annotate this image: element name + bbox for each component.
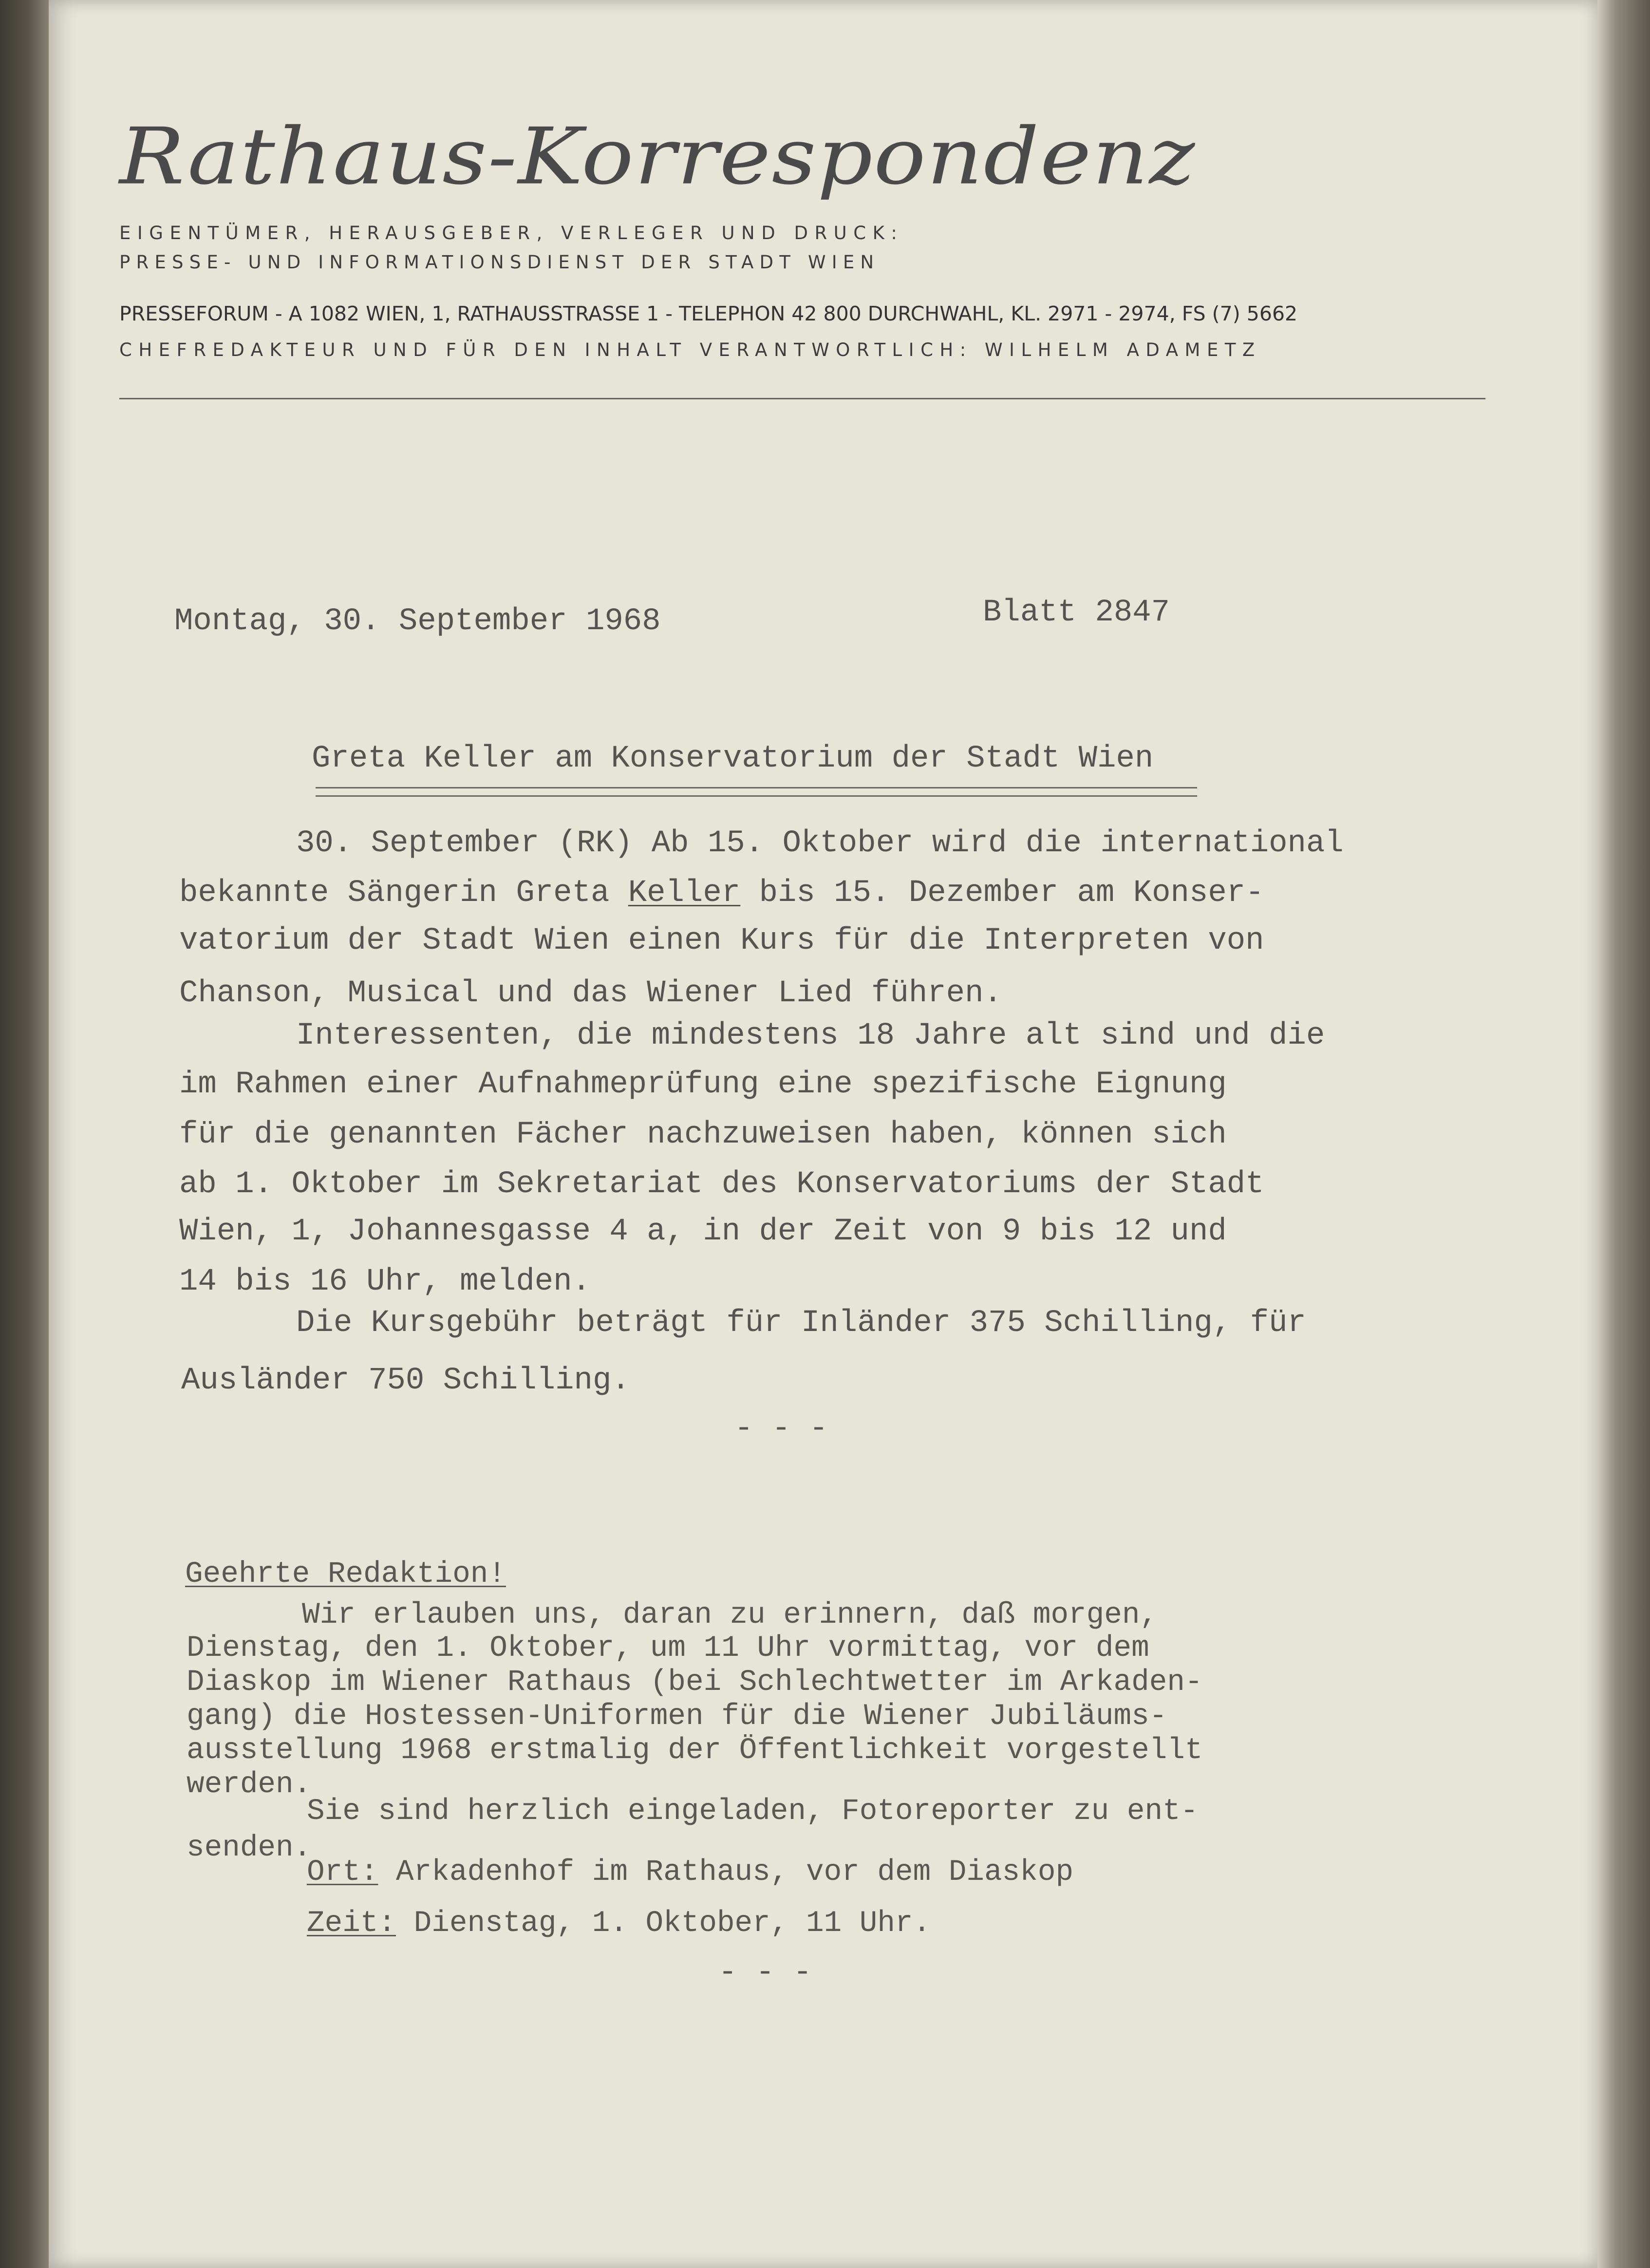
time-label: Zeit: [307, 1907, 396, 1940]
issue-date: Montag, 30. September 1968 [174, 604, 661, 639]
binding-spine [0, 0, 51, 2268]
article-line: Die Kursgebühr beträgt für Inländer 375 Schilling, für [296, 1306, 1306, 1341]
notice-line: Diaskop im Wiener Rathaus (bei Schlechtwetter im Arkaden- [187, 1666, 1203, 1699]
notice-line: Sie sind herzlich eingeladen, Fotoreporter zu ent- [307, 1795, 1199, 1828]
page-edge [1597, 0, 1650, 2268]
notice-place: Ort: Arkadenhof im Rathaus, vor dem Diaskop [307, 1856, 1074, 1889]
name-underlined: Keller [628, 876, 741, 911]
article-line: 30. September (RK) Ab 15. Oktober wird die international [296, 826, 1344, 861]
notice-separator: - - - [718, 1955, 812, 1990]
notice-line: Wir erlauben uns, daran zu erinnern, daß morgen, [302, 1598, 1158, 1632]
masthead-address: PRESSEFORUM - A 1082 WIEN, 1, RATHAUSSTRASSE 1 - TELEPHON 42 800 DURCHWAHL, KL. 2971 - 2974, FS (7) 5662 [119, 302, 1298, 325]
notice-line: Dienstag, den 1. Oktober, um 11 Uhr vormittag, vor dem [187, 1631, 1149, 1665]
place-label: Ort: [307, 1856, 378, 1889]
notice-line: senden. [187, 1831, 312, 1865]
masthead-owner-line-1: EIGENTÜMER, HERAUSGEBER, VERLEGER UND DRUCK: [119, 223, 904, 244]
notice-line: ausstellung 1968 erstmalig der Öffentlichkeit vorgestellt [187, 1734, 1203, 1767]
article-line: ab 1. Oktober im Sekretariat des Konservatoriums der Stadt [179, 1167, 1264, 1202]
notice-line: gang) die Hostessen-Uniformen für die Wiener Jubiläums- [187, 1700, 1167, 1733]
article-line: Interessenten, die mindestens 18 Jahre alt sind und die [296, 1018, 1325, 1053]
masthead-divider [119, 398, 1485, 399]
masthead-logo: Rathaus-Korrespondenz [119, 111, 1196, 202]
article-line: Wien, 1, Johannesgasse 4 a, in der Zeit von 9 bis 12 und [179, 1214, 1227, 1249]
masthead-owner-line-2: PRESSE- UND INFORMATIONSDIENST DER STADT WIEN [119, 252, 880, 273]
article-line: bekannte Sängerin Greta Keller bis 15. Dezember am Konser- [179, 876, 1264, 911]
notice-salutation: Geehrte Redaktion! [185, 1557, 506, 1591]
article-separator: - - - [734, 1411, 828, 1446]
masthead-editor-line: CHEFREDAKTEUR UND FÜR DEN INHALT VERANTWORTLICH: WILHELM ADAMETZ [119, 339, 1261, 360]
article-line: vatorium der Stadt Wien einen Kurs für die Interpreten von [179, 923, 1264, 958]
article-line: Chanson, Musical und das Wiener Lied führen. [179, 976, 1002, 1011]
sheet-number: Blatt 2847 [983, 595, 1170, 630]
article-headline: Greta Keller am Konservatorium der Stadt Wien [312, 741, 1154, 776]
notice-line: werden. [187, 1768, 312, 1801]
article-line: 14 bis 16 Uhr, melden. [179, 1264, 591, 1299]
article-line: für die genannten Fächer nachzuweisen haben, können sich [179, 1117, 1227, 1152]
notice-time: Zeit: Dienstag, 1. Oktober, 11 Uhr. [307, 1907, 931, 1940]
article-line: im Rahmen einer Aufnahmeprüfung eine spezifische Eignung [179, 1067, 1227, 1102]
headline-double-underline [316, 787, 1197, 797]
article-line: Ausländer 750 Schilling. [181, 1363, 630, 1398]
